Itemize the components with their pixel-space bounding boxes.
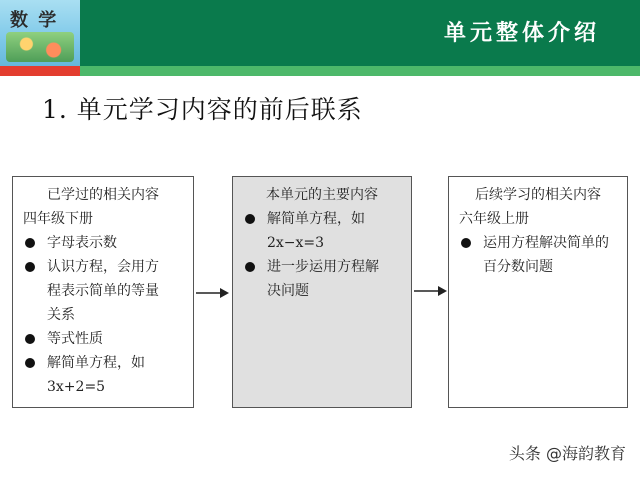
textbook-cover-art (6, 32, 74, 62)
list-item-text: 百分数问题 (483, 259, 553, 275)
bullet-icon (25, 238, 35, 248)
list-item (243, 207, 401, 255)
later-content-box (448, 176, 628, 408)
list-item-text: 3x+2=5 (47, 379, 106, 395)
bullet-icon (245, 214, 255, 224)
current-content-heading: 本单元的主要内容 (266, 187, 378, 203)
list-item (459, 231, 617, 279)
watermark: 头条 @海韵教育 (508, 444, 626, 463)
right-arrow-icon (196, 286, 230, 300)
slide-header-title: 单元整体介绍 (443, 21, 600, 46)
header-accent-strip (0, 66, 640, 76)
list-item (23, 351, 183, 399)
prior-content-box (12, 176, 194, 408)
bullet-icon (245, 262, 255, 272)
list-item-text: 进一步运用方程解 (267, 259, 379, 275)
prior-content-heading: 已学过的相关内容 (47, 187, 159, 203)
list-item-text: 决问题 (267, 283, 309, 299)
list-item-text: 等式性质 (47, 331, 103, 347)
textbook-cover-band (0, 66, 80, 76)
bullet-icon (25, 334, 35, 344)
later-content-heading: 后续学习的相关内容 (475, 187, 601, 203)
bullet-icon (25, 358, 35, 368)
list-item (243, 255, 401, 303)
right-arrow-icon (414, 284, 448, 298)
list-item-text: 解简单方程，如 (47, 355, 145, 371)
list-item-text: 程表示简单的等量 (47, 283, 159, 299)
list-item-text: 关系 (47, 307, 75, 323)
prior-grade-label: 四年级下册 (23, 211, 93, 227)
section-title: 1. 单元学习内容的前后联系 (42, 95, 363, 124)
list-item (23, 231, 183, 255)
list-item-text: 解简单方程，如 (267, 211, 365, 227)
current-content-box (232, 176, 412, 408)
list-item (23, 327, 183, 351)
bullet-icon (25, 262, 35, 272)
textbook-cover-thumbnail (0, 0, 80, 76)
list-item (23, 255, 183, 327)
textbook-cover-title: 数 学 (10, 10, 59, 31)
list-item-text: 认识方程，会用方 (47, 259, 159, 275)
list-item-text: 运用方程解决简单的 (483, 235, 609, 251)
later-grade-label: 六年级上册 (459, 211, 529, 227)
list-item-text: 字母表示数 (47, 235, 117, 251)
bullet-icon (461, 238, 471, 248)
list-item-text: 2x−x=3 (267, 235, 325, 251)
